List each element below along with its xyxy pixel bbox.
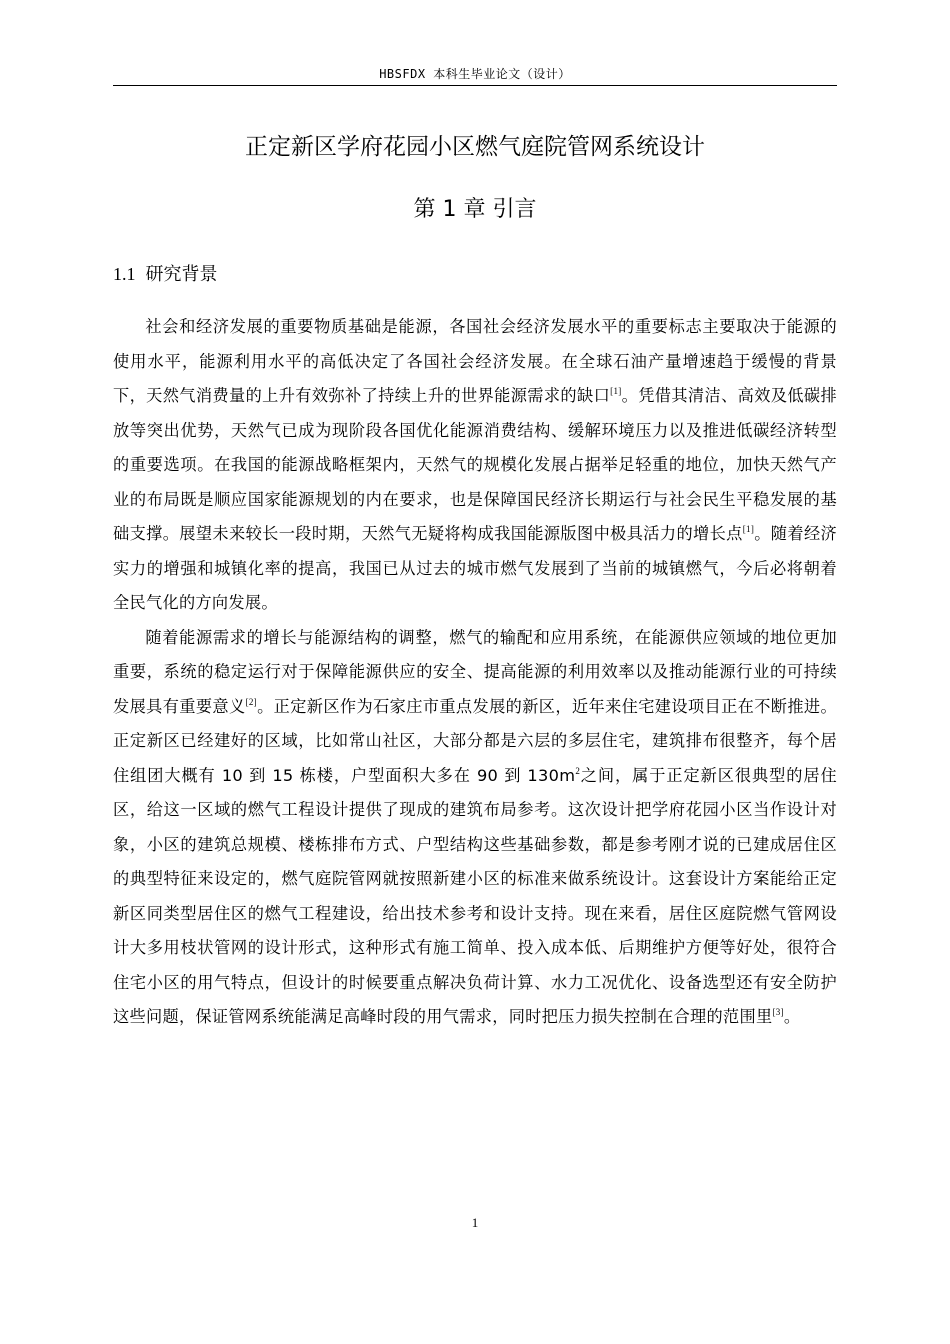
section-number: 1.1: [113, 264, 136, 284]
paragraph-2: [113, 621, 837, 1035]
citation: [2]: [245, 696, 257, 707]
paragraph-text: 。随着经济实力的增强和城镇化率的提高，我国已从过去的城市燃气发展到了当前的城镇燃气，今后必将朝着全民气化的方向发展。: [113, 524, 837, 612]
chapter-title: 第 1 章 引言: [413, 197, 537, 222]
section-title: 研究背景: [145, 264, 218, 285]
paragraph-1: [113, 310, 837, 621]
paragraph-text: 。正定新区作为石家庄市重点发展的新区，近年来住宅建设项目正在不断推进。正定新区已经建好的区域，比如常山社区，大部分都是六层的多层住宅，建筑排布很整齐，每个居住组团大概有 10 到 15 栋楼，户型面积大多在 90 到 130m: [113, 696, 837, 785]
paragraph-text: 社会和经济发展的重要物质基础是能源，各国社会经济发展水平的重要标志主要取决于能源的使用水平，能源利用水平的高低决定了各国社会经济发展。在全球石油产量增速趋于缓慢的背景下，天然气消费量的上升有效弥补了持续上升的世界能源需求的缺口: [113, 317, 837, 405]
running-header: HBSFDX 本科生毕业论文（设计）: [379, 67, 571, 81]
page-number: 1: [471, 1215, 479, 1230]
citation: [1]: [742, 524, 755, 534]
paragraph-text: 。凭借其清洁、高效及低碳排放等突出优势，天然气已成为现阶段各国优化能源消费结构、缓解环境压力以及推进低碳经济转型的重要选项。在我国的能源战略框架内，天然气的规模化发展占据举足轻重的地位，加快天然气产业的布局既是顺应国家能源规划的内在要求，也是保障国民经济长期运行与社会民生平稳发展的基础支撑。展望未来较长一段时期，天然气无疑将构成我国能源版图中极具活力的增长点: [113, 386, 837, 543]
unit-superscript: 2: [575, 765, 581, 776]
paragraph-text: 。: [783, 1007, 801, 1026]
paragraph-text: 随着能源需求的增长与能源结构的调整，燃气的输配和应用系统，在能源供应领域的地位更加重要，系统的稳定运行对于保障能源供应的安全、提高能源的利用效率以及推动能源行业的可持续发展具有重要意义: [113, 627, 837, 716]
body-text: [113, 310, 837, 1035]
header-divider: [113, 85, 837, 86]
section-heading: [113, 260, 218, 289]
document-title: 正定新区学府花园小区燃气庭院管网系统设计: [245, 134, 705, 160]
citation: [3]: [772, 1007, 784, 1017]
paragraph-text: 之间，属于正定新区很典型的居住区，给这一区域的燃气工程设计提供了现成的建筑布局参考。这次设计把学府花园小区当作设计对象，小区的建筑总规模、楼栋排布方式、户型结构这些基础参数，都是参考刚才说的已建成居住区的典型特征来设定的，燃气庭院管网就按照新建小区的标准来做系统设计。这套设计方案能给正定新区同类型居住区的燃气工程建设，给出技术参考和设计支持。现在来看，居住区庭院燃气管网设计大多用枝状管网的设计形式，这种形式有施工简单、投入成本低、后期维护方便等好处，很符合住宅小区的用气特点，但设计的时候要重点解决负荷计算、水力工况优化、设备选型还有安全防护这些问题，保证管网系统能满足高峰时段的用气需求，同时把压力损失控制在合理的范围里: [113, 765, 838, 1026]
citation: [1]: [610, 386, 622, 396]
